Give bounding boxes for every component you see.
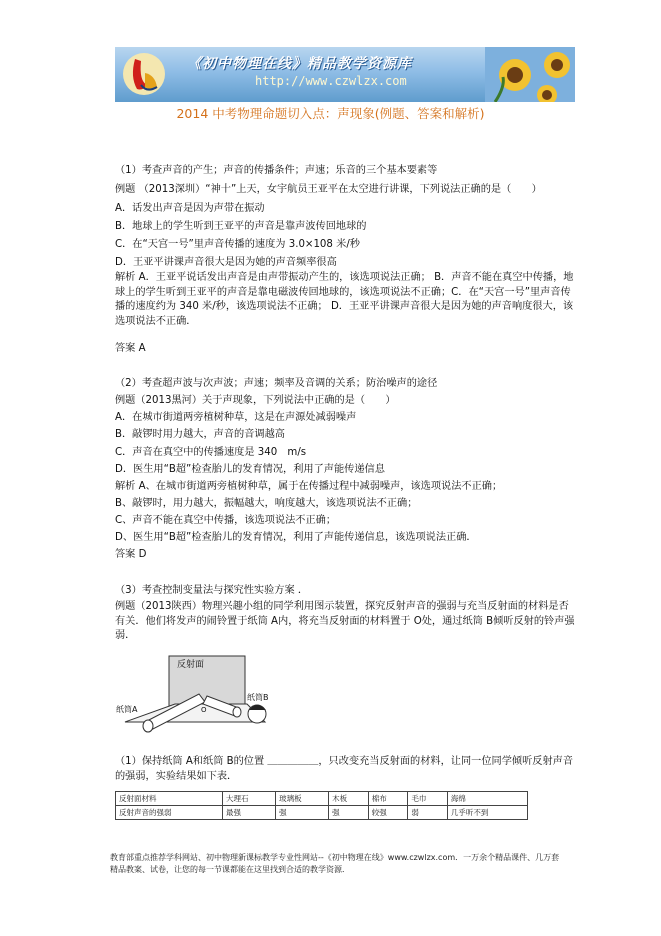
- section1-question: 例题 （2013深圳）“神十”上天，女宇航员王亚平在太空进行讲课，下列说法正确的是（ ）: [115, 184, 542, 195]
- table-cell: 反射面材料: [116, 792, 223, 806]
- table-cell: 强: [329, 806, 369, 820]
- table-cell: 较强: [368, 806, 408, 820]
- table-cell: 棉布: [368, 792, 408, 806]
- section2-analysis-d: D、医生用“B超”检查胎儿的发育情况，利用了声能传递信息，该选项说法正确．: [115, 532, 477, 543]
- site-logo-icon: [121, 51, 167, 97]
- table-cell: 海绵: [447, 792, 527, 806]
- section2-option-b: B．敲锣时用力越大，声音的音调越高: [115, 429, 285, 440]
- section3-question: 例题（2013陕西）物理兴趣小组的同学利用图示装置，探究反射声音的强弱与充当反射面的材料是否有关．他们将发声的闹铃置于纸筒 A内，将充当反射面的材料置于 O处，通过纸筒 B倾听反射的铃声强弱．: [115, 601, 575, 642]
- banner-title: 《初中物理在线》精品教学资源库: [187, 56, 412, 72]
- section1-option-a: A．话发出声音是因为声带在振动: [115, 203, 265, 214]
- document-title: 2014 中考物理命题切入点：声现象(例题、答案和解析): [176, 106, 485, 121]
- section2-analysis-a: 解析 A、在城市街道两旁植树种草，属于在传播过程中减弱噪声，该选项说法不正确；: [115, 481, 503, 492]
- table-cell: 木板: [329, 792, 369, 806]
- table-cell: 弱: [408, 806, 448, 820]
- section3-heading: （3）考查控制变量法与探究性实验方案 ．: [115, 585, 309, 596]
- section1-heading: （1）考查声音的产生；声音的传播条件；声速；乐音的三个基本要素等: [115, 165, 438, 176]
- table-cell: 毛巾: [408, 792, 448, 806]
- tube-b-label: 纸筒B: [247, 693, 269, 702]
- page-footer: 教育部重点推荐学科网站、初中物理新课标教学专业性网站--《初中物理在线》www.czwlzx.com．一万余个精品课件、几万套精品教案、试卷，让您的每一节课都能在这里找到合适的教学资源．: [110, 853, 560, 874]
- table-header-row: [116, 792, 528, 806]
- experiment-diagram: [115, 652, 275, 744]
- table-cell: 几乎听不到: [447, 806, 527, 820]
- section2-question: 例题（2013黑河）关于声现象，下列说法中正确的是（ ）: [115, 395, 396, 406]
- tube-a-label: 纸筒A: [116, 705, 138, 714]
- section1-option-c: C．在“天宫一号”里声音传播的速度为 3.0×108 米/秒: [115, 239, 360, 250]
- section2-option-a: A．在城市街道两旁植树种草，这是在声源处减弱噪声: [115, 412, 357, 423]
- section3-sub-question: （1）保持纸筒 A和纸筒 B的位置 ＿＿＿＿＿，只改变充当反射面的材料，让同一位同学倾听反射声音的强弱，实验结果如下表．: [115, 756, 574, 782]
- point-o-label: O: [201, 706, 207, 714]
- section1-analysis: 解析 A．王亚平说话发出声音是由声带振动产生的，该选项说法正确； B．声音不能在真空中传播，地球上的学生听到王亚平的声音是靠电磁波传回地球的，该选项说法不正确；C．在“天宫一号”里声音传播的速度约为 340 米/秒，该选项说法不正确； D．王亚平讲课声音很大是因为她的声音响度很大，该选项说法不正确．: [115, 272, 574, 327]
- table-row: [116, 806, 528, 820]
- section1-option-d: D．王亚平讲课声音很大是因为她的声音频率很高: [115, 257, 337, 268]
- section1-answer: 答案 A: [115, 343, 146, 354]
- section2-analysis-c: C、声音不能在真空中传播，该选项说法不正确；: [115, 515, 337, 526]
- reflector-label: 反射面: [177, 660, 205, 670]
- section2-answer: 答案 D: [115, 549, 147, 560]
- table-cell: 反射声音的强弱: [116, 806, 223, 820]
- results-table: [115, 791, 528, 820]
- banner-url: http://www.czwlzx.com: [255, 74, 407, 88]
- table-cell: 玻璃板: [276, 792, 329, 806]
- table-cell: 强: [276, 806, 329, 820]
- header-banner: [115, 47, 575, 102]
- section2-heading: （2）考查超声波与次声波；声速；频率及音调的关系；防治噪声的途径: [115, 378, 438, 389]
- section2-option-c: C．声音在真空中的传播速度是 340 m/s: [115, 447, 307, 458]
- section2-option-d: D．医生用“B超”检查胎儿的发育情况，利用了声能传递信息: [115, 464, 385, 475]
- table-cell: 最强: [223, 806, 276, 820]
- section1-option-b: B．地球上的学生听到王亚平的声音是靠声波传回地球的: [115, 221, 367, 232]
- table-cell: 大理石: [223, 792, 276, 806]
- sunflower-decoration-icon: [485, 47, 575, 102]
- section2-analysis-b: B、敲锣时，用力越大，振幅越大，响度越大，该选项说法不正确；: [115, 498, 418, 509]
